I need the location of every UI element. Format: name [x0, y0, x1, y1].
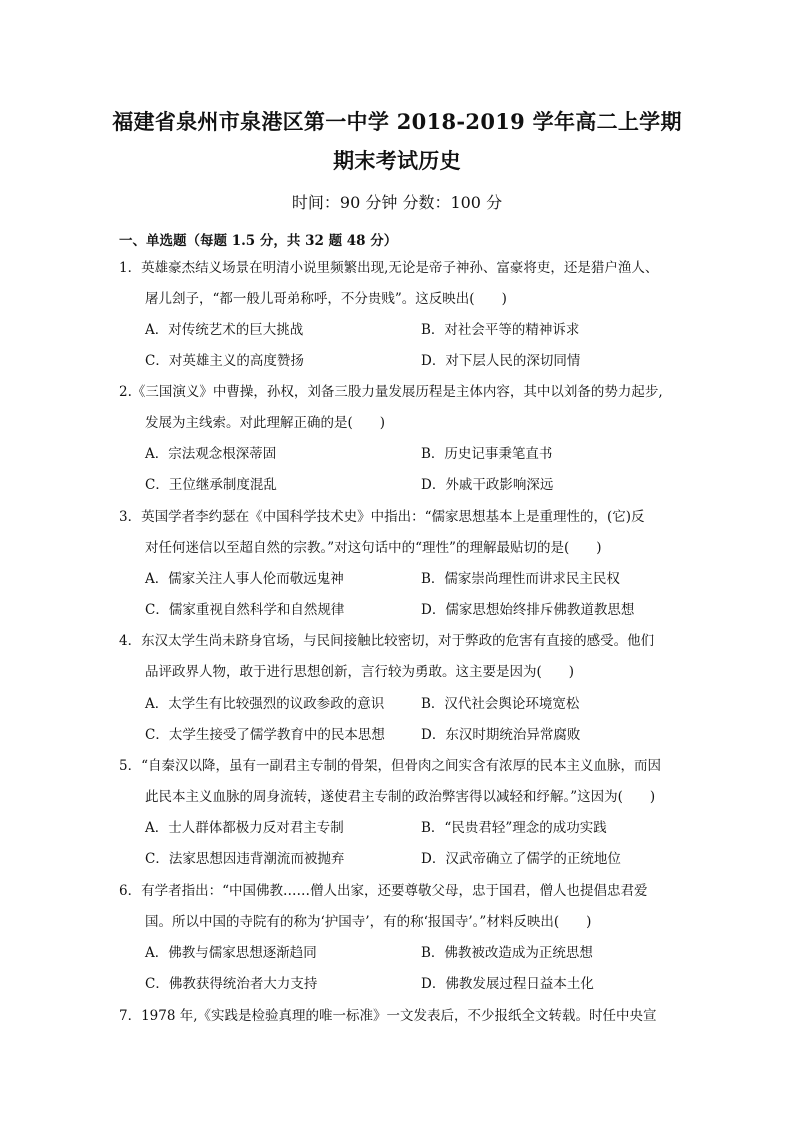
question-1-option-c: C．对英雄主义的高度赞扬 [145, 353, 304, 369]
question-5-option-a: A．士人群体都极力反对君主专制 [145, 820, 344, 836]
question-2-line-2: 发展为主线索。对此理解正确的是( ) [145, 415, 386, 431]
question-2-option-c: C．王位继承制度混乱 [145, 477, 277, 493]
question-5-option-d: D．汉武帝确立了儒学的正统地位 [421, 851, 621, 867]
question-2-line-1: 2.《三国演义》中曹操，孙权，刘备三股力量发展历程是主体内容，其中以刘备的势力起步, [119, 384, 663, 400]
question-5-option-c: C．法家思想因违背潮流而被抛弃 [145, 851, 345, 867]
question-2-option-d: D．外戚干政影响深远 [421, 477, 554, 493]
question-2-option-b: B．历史记事秉笔直书 [421, 446, 553, 462]
question-4-option-b: B．汉代社会舆论环境宽松 [421, 696, 580, 712]
question-6-option-d: D．佛教发展过程日益本土化 [421, 976, 594, 992]
question-5-line-2: 此民本主义血脉的周身流转，遂使君主专制的政治弊害得以减轻和纾解。”这因为( ) [145, 789, 656, 805]
question-1-option-d: D．对下层人民的深切同情 [421, 353, 581, 369]
question-5-line-1: 5．“自秦汉以降，虽有一副君主专制的骨架，但骨肉之间实含有浓厚的民本主义血脉，而因 [119, 758, 661, 774]
question-1-option-a: A．对传统艺术的巨大挑战 [145, 322, 304, 338]
question-6-option-a: A．佛教与儒家思想逐渐趋同 [145, 945, 317, 961]
section-heading: 一、单选题（每题 1.5 分，共 32 题 48 分） [119, 233, 398, 249]
question-4-option-d: D．东汉时期统治异常腐败 [421, 727, 581, 743]
question-3-option-d: D．儒家思想始终排斥佛教道教思想 [421, 602, 635, 618]
exam-title-line2: 期末考试历史 [333, 148, 461, 173]
question-7-line-1: 7．1978 年,《实践是检验真理的唯一标准》一文发表后，不少报纸全文转载。时任中央宣 [119, 1008, 657, 1024]
question-1-line-1: 1．英雄豪杰结义场景在明清小说里频繁出现,无论是帝子神孙、富豪将吏，还是猎户渔人、 [119, 260, 659, 276]
question-3-option-a: A．儒家关注人事人伦而敬远鬼神 [145, 571, 344, 587]
question-6-option-c: C．佛教获得统治者大力支持 [145, 976, 318, 992]
exam-time-score: 时间：90 分钟 分数：100 分 [291, 193, 503, 212]
question-6-line-2: 国。所以中国的寺院有的称为‘护国寺’，有的称‘报国寺’。”材料反映出( ) [145, 914, 592, 930]
question-6-option-b: B．佛教被改造成为正统思想 [421, 945, 593, 961]
question-2-option-a: A．宗法观念根深蒂固 [145, 446, 277, 462]
question-4-line-2: 品评政界人物，敢于进行思想创新，言行较为勇敢。这主要是因为( ) [145, 664, 575, 680]
question-3-line-1: 3．英国学者李约瑟在《中国科学技术史》中指出：“儒家思想基本上是重理性的，(它)反 [119, 509, 645, 525]
question-4-option-a: A．太学生有比较强烈的议政参政的意识 [145, 696, 385, 712]
question-4-line-1: 4．东汉太学生尚未跻身官场，与民间接触比较密切，对于弊政的危害有直接的感受。他们 [119, 633, 655, 649]
question-6-line-1: 6．有学者指出：“中国佛教……僧人出家，还要尊敬父母，忠于国君，僧人也提倡忠君爱 [119, 883, 648, 899]
question-1-line-2: 屠儿刽子，“都一般儿哥弟称呼，不分贵贱”。这反映出( ) [145, 291, 507, 307]
question-5-option-b: B．“民贵君轻”理念的成功实践 [421, 820, 607, 836]
exam-title-line1: 福建省泉州市泉港区第一中学 2018-2019 学年高二上学期 [112, 109, 682, 134]
question-3-option-b: B．儒家崇尚理性而讲求民主民权 [421, 571, 620, 587]
question-3-line-2: 对任何迷信以至超自然的宗教。”对这句话中的“理性”的理解最贴切的是( ) [145, 540, 602, 556]
question-1-option-b: B．对社会平等的精神诉求 [421, 322, 580, 338]
question-4-option-c: C．太学生接受了儒学教育中的民本思想 [145, 727, 385, 743]
question-3-option-c: C．儒家重视自然科学和自然规律 [145, 602, 345, 618]
